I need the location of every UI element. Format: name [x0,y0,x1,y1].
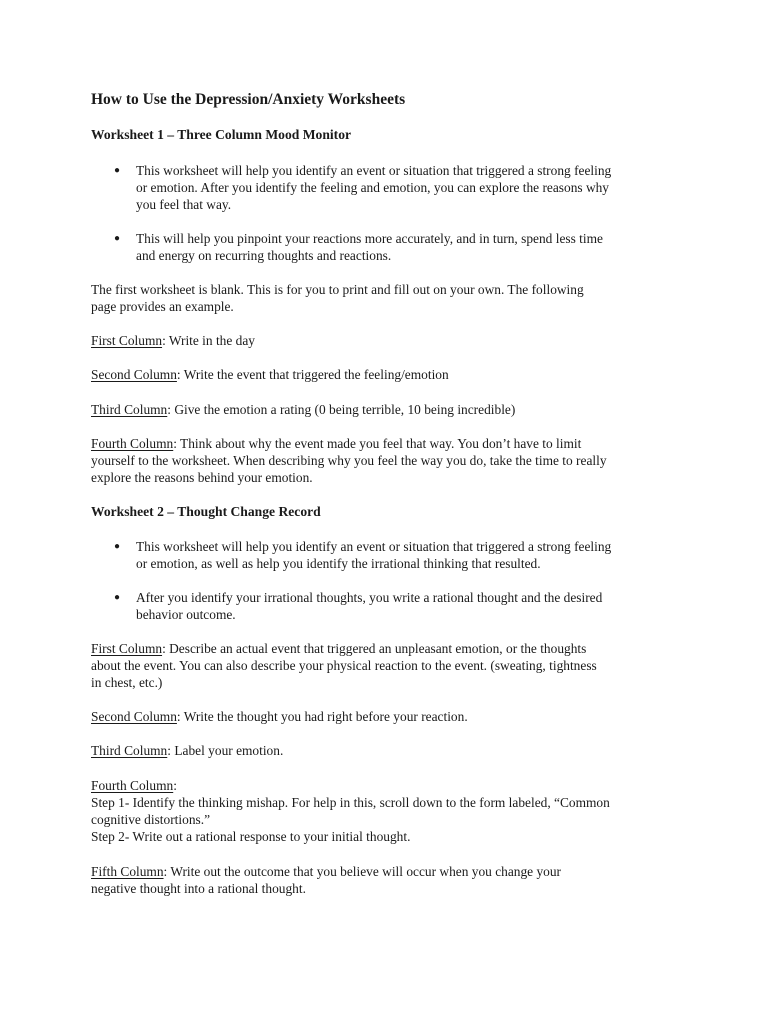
column-label: Fourth Column [91,436,174,451]
column-description: Label your emotion. [174,743,284,758]
bullet-icon: ● [114,233,121,244]
document-title: How to Use the Depression/Anxiety Worksheets [91,91,406,108]
bullet-icon: ● [114,592,121,603]
worksheet-1-intro [91,281,691,315]
bullet-line: or emotion, as well as help you identify the irrational thinking that resulted. [136,556,541,571]
intro-line: The first worksheet is blank. This is for you to print and fill out on your own. The following [91,282,584,297]
step-line: Step 1- Identify the thinking mishap. For help in this, scroll down to the form labeled, “Common [91,795,610,810]
worksheet-2-first-column: First Column: Describe an actual event that triggered an unpleasant emotion, or the thoughts about the event. You can also describe your physical reaction to the event. (sweating, tightness in chest, etc.) [91,640,691,691]
step-line: Step 2- Write out a rational response to your initial thought. [91,829,411,844]
worksheet-1-fourth-column: Fourth Column: Think about why the event made you feel that way. You don’t have to limit yourself to the worksheet. When describing why you feel the way you do, take the time to really explore the reasons behind your emotion. [91,435,691,486]
bullet-line: After you identify your irrational thoughts, you write a rational thought and the desired [136,590,603,605]
column-description: Write out the outcome that you believe will occur when you change your [170,864,562,879]
worksheet-2-second-column: Second Column: Write the thought you had right before your reaction. [91,709,468,724]
worksheet-2-third-column: Third Column: Label your emotion. [91,743,284,758]
bullet-line: This worksheet will help you identify an event or situation that triggered a strong feeling [136,539,612,554]
column-description: Write in the day [168,333,255,348]
column-description: Give the emotion a rating (0 being terrible, 10 being incredible) [174,402,516,417]
column-description: negative thought into a rational thought. [91,881,306,896]
column-description: Write the thought you had right before your reaction. [183,709,468,724]
bullet-line: behavior outcome. [136,607,236,622]
column-label: Fifth Column [91,864,164,879]
bullet-line: This will help you pinpoint your reactions more accurately, and in turn, spend less time [136,231,603,246]
bullet-line: or emotion. After you identify the feeling and emotion, you can explore the reasons why [136,180,610,195]
worksheet-1-first-column: First Column: Write in the day [91,333,255,348]
column-description: Think about why the event made you feel that way. You don’t have to limit [180,436,582,451]
column-label: Third Column [91,743,168,758]
worksheet-2-fifth-column: Fifth Column: Write out the outcome that you believe will occur when you change your negative thought into a rational thought. [91,863,691,897]
column-description: Describe an actual event that triggered an unpleasant emotion, or the thoughts [169,641,587,656]
column-label: Fourth Column [91,778,174,793]
column-label: Second Column [91,367,177,382]
column-description: Write the event that triggered the feeling/emotion [183,367,449,382]
column-label: Second Column [91,709,177,724]
column-description: yourself to the worksheet. When describing why you feel the way you do, take the time to really [91,453,607,468]
bullet-icon: ● [114,165,121,176]
column-label: First Column [91,333,163,348]
bullet-line: This worksheet will help you identify an event or situation that triggered a strong feeling [136,163,612,178]
worksheet-2-fourth-column: Fourth Column: Step 1- Identify the thinking mishap. For help in this, scroll down to the form labeled, “Common cognitive distortions.” Step 2- Write out a rational response to your initial thought. [91,777,691,845]
intro-line: page provides an example. [91,299,234,314]
column-description: explore the reasons behind your emotion. [91,470,313,485]
column-label: Third Column [91,402,168,417]
column-label: First Column [91,641,163,656]
bullet-line: you feel that way. [136,197,232,212]
worksheet-1-heading: Worksheet 1 – Three Column Mood Monitor [91,127,352,142]
worksheet-2-heading: Worksheet 2 – Thought Change Record [91,504,321,519]
worksheet-1-third-column: Third Column: Give the emotion a rating (0 being terrible, 10 being incredible) [91,402,516,417]
worksheet-1-second-column: Second Column: Write the event that triggered the feeling/emotion [91,367,449,382]
step-line: cognitive distortions.” [91,812,211,827]
bullet-line: and energy on recurring thoughts and reactions. [136,248,392,263]
bullet-icon: ● [114,541,121,552]
column-description: about the event. You can also describe your physical reaction to the event. (sweating, tightness [91,658,597,673]
column-description: in chest, etc.) [91,675,163,690]
